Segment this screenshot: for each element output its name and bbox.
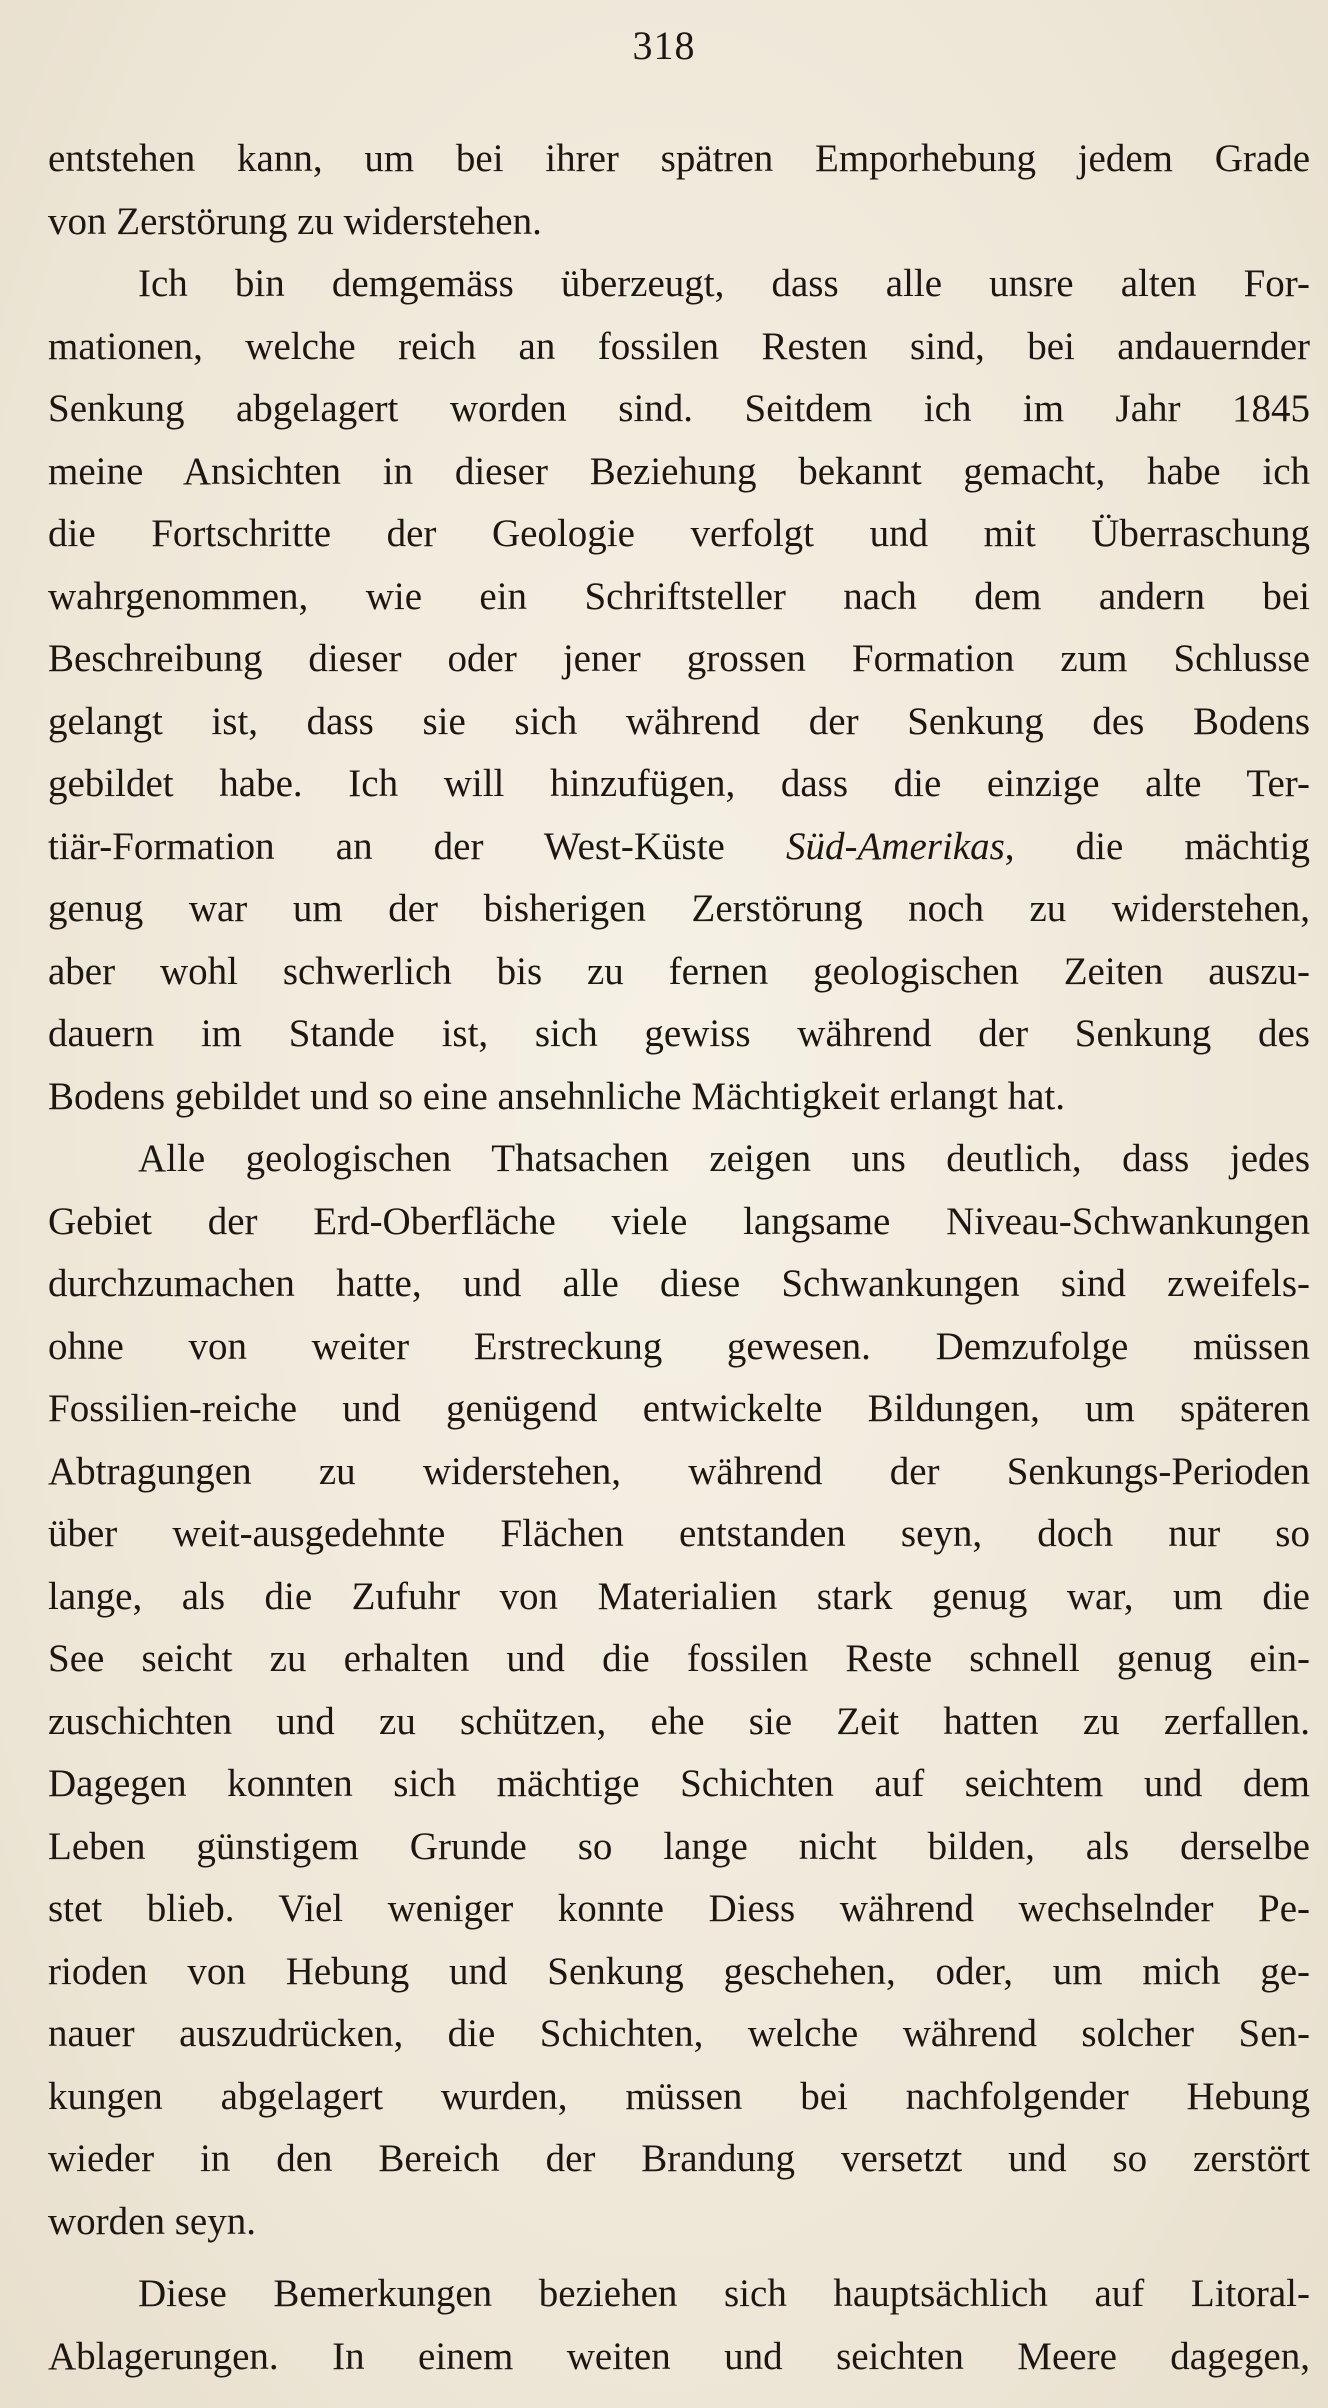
page-number: 318 bbox=[632, 23, 696, 68]
text-line: genug war um der bisherigen Zerstörung noch zu widerstehen, bbox=[48, 887, 1310, 930]
text-line: Ablagerungen. In einem weiten und seichten Meere dagegen, bbox=[48, 2334, 1310, 2378]
text-line: See seicht zu erhalten und die fossilen Reste schnell genug ein- bbox=[48, 1637, 1310, 1680]
text-line: entstehen kann, um bei ihrer spätren Emporhebung jedem Grade bbox=[48, 137, 1310, 180]
text-line: wahrgenommen, wie ein Schriftsteller nach dem andern bei bbox=[48, 574, 1310, 618]
text-line: stet blieb. Viel weniger konnte Diess während wechselnder Pe- bbox=[48, 1887, 1310, 1930]
text-line: Senkung abgelagert worden sind. Seitdem ich im Jahr 1845 bbox=[48, 387, 1310, 430]
paragraph-1 bbox=[48, 128, 1310, 253]
text-segment: , die mächtig bbox=[1004, 824, 1311, 868]
text-line: nauer auszudrücken, die Schichten, welche während solcher Sen- bbox=[48, 2012, 1310, 2055]
text-segment: tiär-Formation an der West-Küste bbox=[48, 824, 725, 868]
paragraph-4 bbox=[48, 2263, 1310, 2388]
paragraph-gap bbox=[48, 2253, 1310, 2263]
text-line: worden seyn. bbox=[48, 2199, 256, 2243]
text-line: zuschichten und zu schützen, ehe sie Zeit hatten zu zerfallen. bbox=[48, 1699, 1310, 1743]
text-line: dauern im Stande ist, sich gewiss während der Senkung des bbox=[48, 1012, 1310, 1055]
text-line: mationen, welche reich an fossilen Resten sind, bei andauernder bbox=[48, 324, 1310, 368]
text-line: Fossilien-reiche und genügend entwickelte Bildungen, um späteren bbox=[48, 1387, 1310, 1430]
text-line: Gebiet der Erd-Oberfläche viele langsame Niveau-Schwankungen bbox=[48, 1199, 1310, 1243]
text-line: lange, als die Zufuhr von Materialien stark genug war, um die bbox=[48, 1574, 1310, 1618]
text-line: Beschreibung dieser oder jener grossen Formation zum Schlusse bbox=[48, 637, 1310, 680]
paragraph-3 bbox=[48, 1128, 1310, 2253]
italic-phrase: Süd-Amerikas bbox=[785, 824, 1005, 868]
text-line: Leben günstigem Grunde so lange nicht bilden, als derselbe bbox=[48, 1824, 1310, 1868]
text-line: rioden von Hebung und Senkung geschehen, oder, um mich ge- bbox=[48, 1949, 1310, 1993]
text-line: Alle geologischen Thatsachen zeigen uns deutlich, dass jedes bbox=[138, 1137, 1310, 1180]
text-line: durchzumachen hatte, und alle diese Schwankungen sind zweifels- bbox=[48, 1262, 1310, 1305]
text-line: Ich bin demgemäss überzeugt, dass alle unsre alten For- bbox=[138, 262, 1310, 305]
text-line: Dagegen konnten sich mächtige Schichten auf seichtem und dem bbox=[48, 1762, 1310, 1805]
text-line: gelangt ist, dass sie sich während der Senkung des Bodens bbox=[48, 699, 1310, 743]
text-line: ohne von weiter Erstreckung gewesen. Demzufolge müssen bbox=[48, 1324, 1310, 1368]
text-line: Abtragungen zu widerstehen, während der Senkungs-Perioden bbox=[48, 1449, 1310, 1493]
text-line: Bodens gebildet und so eine ansehnliche Mächtigkeit erlangt hat. bbox=[48, 1074, 1065, 1118]
text-line: kungen abgelagert wurden, müssen bei nachfolgender Hebung bbox=[48, 2074, 1310, 2118]
text-line: über weit-ausgedehnte Flächen entstanden seyn, doch nur so bbox=[48, 1512, 1310, 1555]
text-line: aber wohl schwerlich bis zu fernen geologischen Zeiten auszu- bbox=[48, 949, 1310, 993]
paragraph-2 bbox=[48, 253, 1310, 1128]
body-text bbox=[48, 128, 1310, 2388]
text-line: gebildet habe. Ich will hinzufügen, dass die einzige alte Ter- bbox=[48, 762, 1310, 805]
text-line: von Zerstörung zu widerstehen. bbox=[48, 199, 542, 243]
text-line-with-italic bbox=[48, 816, 1310, 879]
text-line: wieder in den Bereich der Brandung versetzt und so zerstört bbox=[48, 2137, 1310, 2180]
text-line: Diese Bemerkungen beziehen sich hauptsächlich auf Litoral- bbox=[138, 2272, 1310, 2315]
text-line: meine Ansichten in dieser Beziehung bekannt gemacht, habe ich bbox=[48, 449, 1310, 493]
text-line: die Fortschritte der Geologie verfolgt und mit Überraschung bbox=[48, 512, 1310, 555]
